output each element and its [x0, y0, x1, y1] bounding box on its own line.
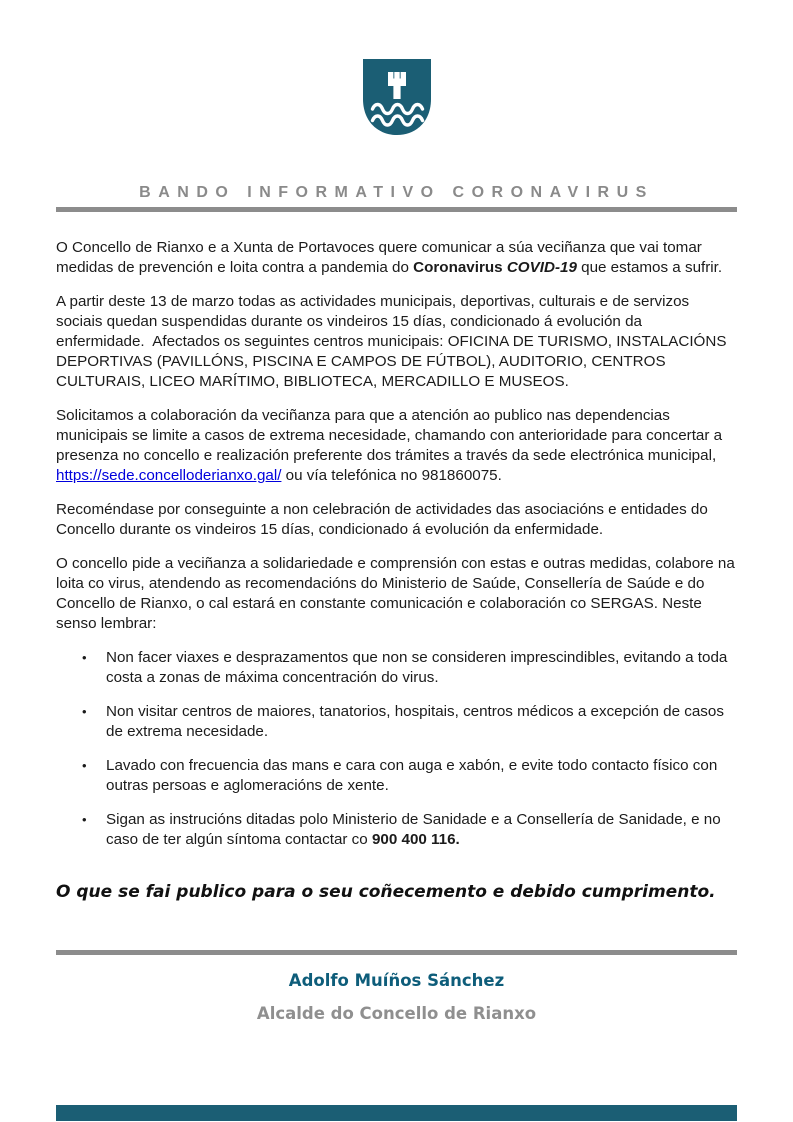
bullet-text — [106, 810, 737, 850]
footer-bar — [56, 1105, 737, 1121]
text-segment: Coronavirus — [413, 259, 503, 276]
bullet-list — [56, 648, 737, 850]
text-segment: A partir deste 13 de marzo todas as actividades municipais, deportivas, culturais e de servizos sociais quedan suspendidas durante os vindeiros 15 días, condicionado á evolución da enfermidade. Afectados os seguintes centros municipais: OFICINA DE TURISMO, INSTALACIÓNS DEPORTIVAS (PAVILLÓNS, PISCINA E CAMPOS DE FÚTBOL), AUDITORIO, CENTROS CULTURAIS, LICEO MARÍTIMO, BIBLIOTECA, MERCADILLO E MUSEOS. — [56, 293, 727, 390]
signature-role: Alcalde do Concello de Rianxo — [256, 1004, 537, 1023]
text-segment: ou vía telefónica no 981860075. — [281, 467, 502, 484]
text-segment: Lavado con frecuencia das mans e cara con auga e xabón, e evite todo contacto físico con outras persoas e aglomeracións de xente. — [106, 757, 718, 794]
bullet-item — [56, 702, 737, 742]
paragraph — [56, 406, 737, 486]
header-divider — [56, 207, 737, 212]
concello-rianxo-crest-icon — [363, 59, 431, 135]
signature-name: Adolfo Muíños Sánchez — [288, 971, 505, 990]
bullet-marker: • — [82, 650, 87, 665]
paragraph — [56, 292, 737, 392]
paragraph — [56, 554, 737, 634]
bullet-marker: • — [82, 812, 87, 827]
text-segment: 900 400 116. — [371, 831, 460, 848]
text-segment: Sigan as instrucións ditadas polo Ministerio de Sanidade e a Consellería de Sanidade, e no caso de ter algún síntoma contactar co — [106, 811, 721, 848]
text-segment: Non facer viaxes e desprazamentos que non se consideren imprescindibles, evitando a toda costa a zonas de máxima concentración do virus. — [106, 649, 728, 686]
logo — [0, 0, 793, 135]
document-title: BANDO INFORMATIVO CORONAVIRUS — [139, 184, 654, 201]
text-segment: COVID-19 — [506, 259, 577, 276]
text-segment: Non visitar centros de maiores, tanatorios, hospitais, centros médicos a excepción de casos de extrema necesidade. — [106, 703, 724, 740]
paragraph — [56, 500, 737, 540]
bullet-item — [56, 756, 737, 796]
paragraph — [56, 238, 737, 278]
body-paragraphs — [56, 238, 737, 634]
bullet-text — [106, 702, 737, 742]
bullet-item — [56, 648, 737, 688]
text-segment: O concello pide a veciñanza a solidariedade e comprensión con estas e outras medidas, colabore na loita co virus, atendendo as recomendacións do Ministerio de Saúde, Consellería de Saúde e do Concello de Rianxo, o cal estará en constante comunicación e colaboración co SERGAS. Neste senso lembrar: — [56, 555, 735, 632]
bullet-marker: • — [82, 758, 87, 773]
sede-electronica-link[interactable]: https://sede.concelloderianxo.gal/ — [56, 467, 282, 484]
text-segment: que estamos a sufrir. — [576, 259, 723, 276]
bullet-marker: • — [82, 704, 87, 719]
bullet-text — [106, 756, 737, 796]
closing-statement: O que se fai publico para o seu coñecemento e debido cumprimento. — [56, 882, 716, 902]
text-segment: Recoméndase por conseguinte a non celebración de actividades das asociacións e entidades do Concello durante os vindeiros 15 días, condicionado á evolución da enfermidade. — [56, 501, 708, 538]
text-segment: O Concello de Rianxo e a Xunta de Portavoces quere comunicar a súa veciñanza que vai tomar medidas de prevención e loita contra a pandemia do — [56, 239, 702, 276]
bullet-item — [56, 810, 737, 850]
text-segment: Solicitamos a colaboración da veciñanza para que a atención ao publico nas dependencias municipais se limite a casos de extrema necesidade, chamando con anterioridade para concertar a presenza no concello e realización preferente dos trámites a través da sede electrónica municipal, — [56, 407, 723, 464]
bullet-text — [106, 648, 737, 688]
signature-divider — [56, 950, 737, 955]
